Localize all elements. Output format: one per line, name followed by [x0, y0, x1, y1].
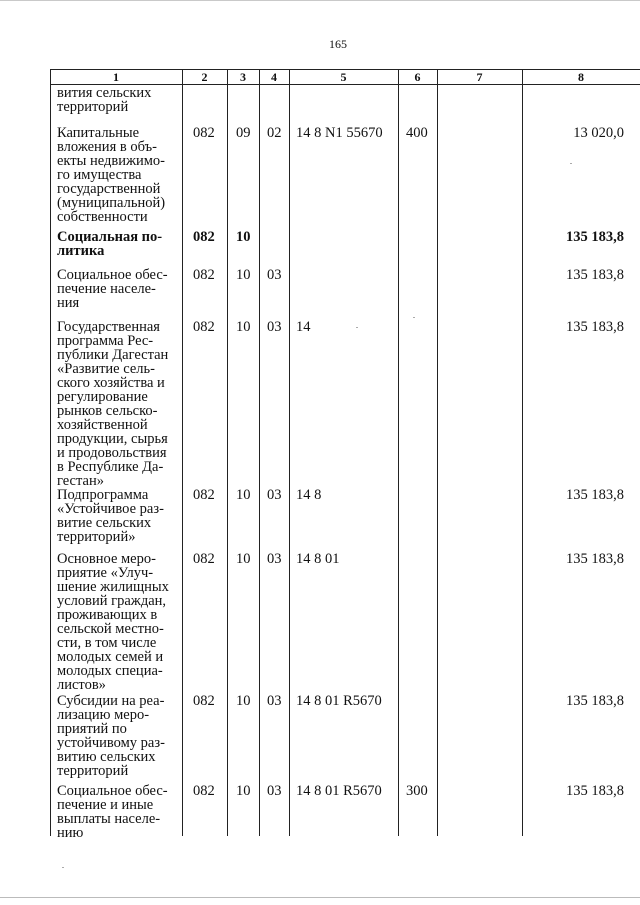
- cell-subsection: 03: [267, 551, 282, 567]
- cell-subsection: 03: [267, 783, 282, 799]
- row-name: Социальное обес- печение населе- ния: [57, 267, 168, 311]
- scan-speck: [356, 327, 358, 328]
- cell-amount: 135 183,8: [566, 267, 624, 283]
- cell-subsection: 03: [267, 487, 282, 503]
- cell-ministry-code: 082: [193, 267, 215, 283]
- cell-ministry-code: 082: [193, 125, 215, 141]
- col-divider-7: [522, 69, 523, 836]
- page-number: 165: [329, 37, 347, 51]
- scan-speck: [413, 317, 415, 318]
- cell-target-article: 14 8 01: [296, 551, 340, 567]
- cell-subsection: 02: [267, 125, 282, 141]
- row-name: Субсидии на реа- лизацию меро- приятий по устойчивому раз- витию сельских территорий: [57, 693, 165, 779]
- col-divider-0: [50, 69, 51, 836]
- row-name: Подпрограмма «Устойчивое раз- витие сельских территорий»: [57, 487, 164, 545]
- col-divider-6: [437, 69, 438, 836]
- header-col-6: 6: [414, 70, 421, 84]
- cell-amount: 135 183,8: [566, 229, 624, 245]
- header-col-1: 1: [113, 70, 119, 84]
- cell-amount: 135 183,8: [566, 319, 624, 335]
- col-divider-3: [259, 69, 260, 836]
- cell-section: 10: [236, 487, 251, 503]
- row-name: Социальная по- литика: [57, 229, 163, 259]
- cell-subsection: 03: [267, 267, 282, 283]
- header-col-3: 3: [240, 70, 246, 84]
- cell-amount: 135 183,8: [566, 783, 624, 799]
- cell-amount: 135 183,8: [566, 551, 624, 567]
- cell-expense-type: 400: [406, 125, 428, 141]
- col-divider-4: [289, 69, 290, 836]
- col-divider-5: [398, 69, 399, 836]
- cell-section: 10: [236, 693, 251, 709]
- row-name: Капитальные вложения в объ- екты недвижимо- го имущества государственной (муниципальной) собственности: [57, 125, 166, 225]
- header-col-7: 7: [476, 70, 483, 84]
- header-col-4: 4: [271, 70, 277, 84]
- cell-section: 10: [236, 229, 251, 245]
- cell-ministry-code: 082: [193, 783, 215, 799]
- cell-expense-type: 300: [406, 783, 428, 799]
- cell-section: 10: [236, 551, 251, 567]
- cell-subsection: 03: [267, 319, 282, 335]
- row-name: Государственная программа Рес- публики Дагестан «Развитие сель- ского хозяйства и регулирование рынков сельско- хозяйственной продукции, сырья и продовольствия в Республике Да- гестан»: [57, 319, 169, 489]
- cell-section: 09: [236, 125, 251, 141]
- scan-speck: [570, 163, 572, 164]
- cell-ministry-code: 082: [193, 487, 215, 503]
- cell-target-article: 14 8 01 R5670: [296, 783, 382, 799]
- cell-ministry-code: 082: [193, 551, 215, 567]
- cell-target-article: 14: [296, 319, 311, 335]
- row-name: Социальное обес- печение и иные выплаты населе- нию: [57, 783, 168, 841]
- cell-amount: 13 020,0: [573, 125, 624, 141]
- cell-target-article: 14 8 01 R5670: [296, 693, 382, 709]
- col-divider-2: [227, 69, 228, 836]
- cell-amount: 135 183,8: [566, 487, 624, 503]
- cell-ministry-code: 082: [193, 229, 215, 245]
- cell-section: 10: [236, 319, 251, 335]
- scan-speck: [62, 867, 64, 868]
- row-name: Основное меро- приятие «Улуч- шение жилищных условий граждан, проживающих в сельской местно- сти, в том числе молодых семей и молодых специа- листов»: [57, 551, 169, 693]
- row-name: вития сельских территорий: [57, 85, 152, 115]
- cell-section: 10: [236, 267, 251, 283]
- cell-section: 10: [236, 783, 251, 799]
- scan-top-edge: [0, 0, 640, 1]
- header-col-5: 5: [340, 70, 347, 84]
- header-col-8: 8: [578, 70, 584, 84]
- scan-bottom-edge: [0, 897, 640, 898]
- cell-amount: 135 183,8: [566, 693, 624, 709]
- header-col-2: 2: [201, 70, 208, 84]
- cell-subsection: 03: [267, 693, 282, 709]
- cell-target-article: 14 8: [296, 487, 322, 503]
- cell-target-article: 14 8 N1 55670: [296, 125, 383, 141]
- cell-ministry-code: 082: [193, 319, 215, 335]
- cell-ministry-code: 082: [193, 693, 215, 709]
- col-divider-1: [182, 69, 183, 836]
